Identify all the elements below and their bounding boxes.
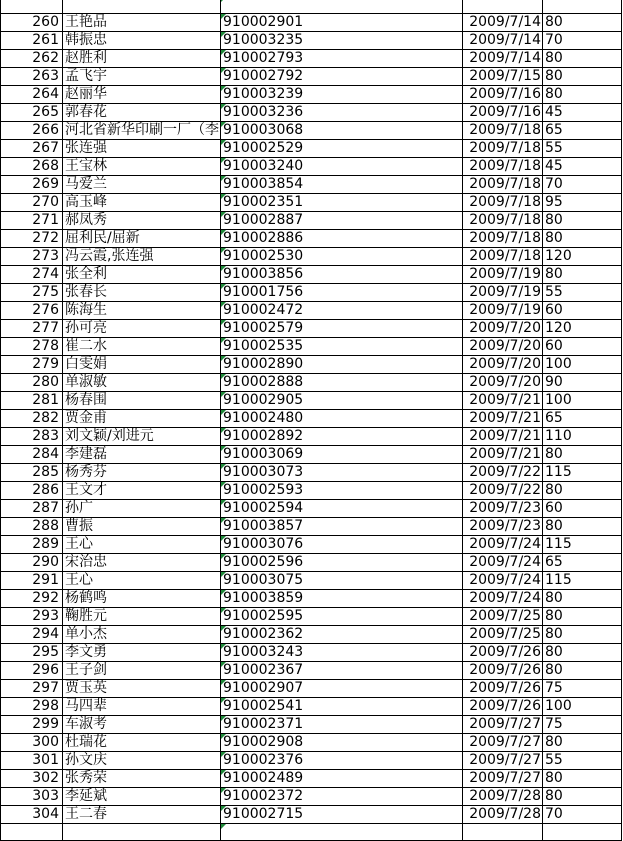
cell-name[interactable]: 孙广: [63, 500, 221, 518]
cell-row-number[interactable]: 261: [1, 32, 63, 50]
cell-row-number[interactable]: 267: [1, 140, 63, 158]
partial-row-top: [1, 0, 622, 14]
cell-amount[interactable]: 80: [543, 266, 622, 284]
cell-amount[interactable]: 80: [543, 626, 622, 644]
table-row: [1, 536, 622, 554]
cell-name[interactable]: 贾金甫: [63, 410, 221, 428]
cell-row-number[interactable]: 279: [1, 356, 63, 374]
cell-amount[interactable]: 80: [543, 608, 622, 626]
table-row: [1, 68, 622, 86]
cell-amount[interactable]: 55: [543, 284, 622, 302]
cell-amount[interactable]: 80: [543, 788, 622, 806]
cell-name[interactable]: 单淑敏: [63, 374, 221, 392]
cell-name[interactable]: 屈利民/屈新: [63, 230, 221, 248]
cell-row-number[interactable]: 270: [1, 194, 63, 212]
cell-date[interactable]: 2009/7/22: [463, 464, 543, 482]
cell-name[interactable]: 杨秀芬: [63, 464, 221, 482]
cell-code[interactable]: 910002376: [221, 752, 463, 770]
cell-amount[interactable]: 100: [543, 356, 622, 374]
cell-code[interactable]: 910002886: [221, 230, 463, 248]
cell-name[interactable]: 冯云霞,张连强: [63, 248, 221, 266]
cell-code[interactable]: 910002596: [221, 554, 463, 572]
cell-amount[interactable]: 55: [543, 752, 622, 770]
cell-code[interactable]: 910003075: [221, 572, 463, 590]
cell-date[interactable]: 2009/7/19: [463, 284, 543, 302]
cell-date[interactable]: 2009/7/26: [463, 698, 543, 716]
cell-name[interactable]: 马四辈: [63, 698, 221, 716]
table-row: [1, 158, 622, 176]
cell-amount[interactable]: 115: [543, 572, 622, 590]
cell-amount[interactable]: 75: [543, 680, 622, 698]
cell-date[interactable]: 2009/7/27: [463, 716, 543, 734]
cell-date[interactable]: 2009/7/27: [463, 770, 543, 788]
cell-date[interactable]: 2009/7/20: [463, 356, 543, 374]
cell-date[interactable]: 2009/7/21: [463, 428, 543, 446]
cell-name[interactable]: 孙可亮: [63, 320, 221, 338]
cell-date[interactable]: 2009/7/26: [463, 680, 543, 698]
cell-amount[interactable]: 90: [543, 374, 622, 392]
cell-code[interactable]: 910002489: [221, 770, 463, 788]
cell-date[interactable]: 2009/7/22: [463, 482, 543, 500]
cell-code[interactable]: 910003236: [221, 104, 463, 122]
cell-date[interactable]: 2009/7/16: [463, 86, 543, 104]
cell-name[interactable]: 王子剑: [63, 662, 221, 680]
cell-name[interactable]: 赵丽华: [63, 86, 221, 104]
cell-name[interactable]: 张秀荣: [63, 770, 221, 788]
cell-date[interactable]: 2009/7/18: [463, 140, 543, 158]
cell-date[interactable]: 2009/7/25: [463, 608, 543, 626]
cell-amount[interactable]: 80: [543, 590, 622, 608]
cell-empty[interactable]: [63, 824, 221, 841]
table-row: [1, 464, 622, 482]
cell-empty[interactable]: [221, 824, 463, 841]
cell-name[interactable]: 王艳品: [63, 14, 221, 32]
cell-amount[interactable]: 55: [543, 140, 622, 158]
cell-code[interactable]: 910003068: [221, 122, 463, 140]
cell-date[interactable]: 2009/7/18: [463, 230, 543, 248]
cell-date[interactable]: 2009/7/21: [463, 410, 543, 428]
cell-amount[interactable]: 65: [543, 410, 622, 428]
cell-amount[interactable]: 70: [543, 806, 622, 824]
cell-amount[interactable]: 110: [543, 428, 622, 446]
table-row: [1, 302, 622, 320]
cell-amount[interactable]: 80: [543, 68, 622, 86]
cell-code[interactable]: 910002594: [221, 500, 463, 518]
table-row: [1, 284, 622, 302]
table-row: [1, 482, 622, 500]
cell-empty[interactable]: [543, 0, 622, 14]
cell-row-number[interactable]: 273: [1, 248, 63, 266]
cell-row-number[interactable]: 283: [1, 428, 63, 446]
cell-name[interactable]: 郭春花: [63, 104, 221, 122]
cell-amount[interactable]: 60: [543, 338, 622, 356]
cell-amount[interactable]: 60: [543, 500, 622, 518]
cell-code[interactable]: 910003235: [221, 32, 463, 50]
table-row: [1, 680, 622, 698]
cell-code[interactable]: 910003857: [221, 518, 463, 536]
table-row: [1, 140, 622, 158]
cell-empty[interactable]: [1, 824, 63, 841]
cell-name[interactable]: 王二春: [63, 806, 221, 824]
cell-code[interactable]: 910003076: [221, 536, 463, 554]
cell-empty[interactable]: [1, 0, 63, 14]
cell-date[interactable]: 2009/7/18: [463, 122, 543, 140]
cell-row-number[interactable]: 284: [1, 446, 63, 464]
cell-name[interactable]: 车淑考: [63, 716, 221, 734]
cell-name[interactable]: 韩振忠: [63, 32, 221, 50]
table-row: [1, 734, 622, 752]
table-row: [1, 104, 622, 122]
cell-name[interactable]: 杨鹤鸣: [63, 590, 221, 608]
cell-date[interactable]: 2009/7/18: [463, 248, 543, 266]
table-row: [1, 374, 622, 392]
cell-amount[interactable]: 80: [543, 518, 622, 536]
cell-code[interactable]: 910002908: [221, 734, 463, 752]
cell-row-number[interactable]: 281: [1, 392, 63, 410]
table-row: [1, 608, 622, 626]
cell-name[interactable]: 王宝林: [63, 158, 221, 176]
cell-amount[interactable]: 80: [543, 86, 622, 104]
cell-date[interactable]: 2009/7/16: [463, 104, 543, 122]
cell-name[interactable]: 贾玉英: [63, 680, 221, 698]
cell-code[interactable]: 910002362: [221, 626, 463, 644]
cell-amount[interactable]: 100: [543, 698, 622, 716]
table-row: [1, 86, 622, 104]
table-row: [1, 320, 622, 338]
cell-row-number[interactable]: 278: [1, 338, 63, 356]
cell-row-number[interactable]: 296: [1, 662, 63, 680]
table-row: [1, 212, 622, 230]
cell-code[interactable]: 910002888: [221, 374, 463, 392]
cell-code[interactable]: 910003856: [221, 266, 463, 284]
cell-code[interactable]: 910002715: [221, 806, 463, 824]
cell-date[interactable]: 2009/7/18: [463, 176, 543, 194]
cell-code[interactable]: 910003239: [221, 86, 463, 104]
cell-date[interactable]: 2009/7/20: [463, 374, 543, 392]
cell-name[interactable]: 崔二水: [63, 338, 221, 356]
cell-code[interactable]: 910002530: [221, 248, 463, 266]
cell-name[interactable]: 鞠胜元: [63, 608, 221, 626]
cell-row-number[interactable]: 266: [1, 122, 63, 140]
cell-amount[interactable]: 120: [543, 320, 622, 338]
cell-name[interactable]: 王心: [63, 536, 221, 554]
cell-amount[interactable]: 80: [543, 50, 622, 68]
cell-date[interactable]: 2009/7/24: [463, 572, 543, 590]
cell-date[interactable]: 2009/7/20: [463, 320, 543, 338]
table-row: [1, 788, 622, 806]
cell-row-number[interactable]: 300: [1, 734, 63, 752]
cell-code[interactable]: 910002907: [221, 680, 463, 698]
cell-code[interactable]: 910002905: [221, 392, 463, 410]
cell-code[interactable]: 910003073: [221, 464, 463, 482]
cell-date[interactable]: 2009/7/24: [463, 554, 543, 572]
table-row: [1, 176, 622, 194]
table-row: [1, 50, 622, 68]
cell-amount[interactable]: 115: [543, 464, 622, 482]
cell-name[interactable]: 孙文庆: [63, 752, 221, 770]
cell-row-number[interactable]: 302: [1, 770, 63, 788]
cell-amount[interactable]: 70: [543, 32, 622, 50]
cell-code[interactable]: 910002367: [221, 662, 463, 680]
cell-row-number[interactable]: 263: [1, 68, 63, 86]
cell-code[interactable]: 910003240: [221, 158, 463, 176]
cell-date[interactable]: 2009/7/27: [463, 752, 543, 770]
cell-name[interactable]: 杜瑞花: [63, 734, 221, 752]
cell-name[interactable]: 河北省新华印刷一厂（李: [63, 122, 221, 140]
cell-amount[interactable]: 100: [543, 392, 622, 410]
cell-row-number[interactable]: 277: [1, 320, 63, 338]
cell-row-number[interactable]: 301: [1, 752, 63, 770]
cell-amount[interactable]: 80: [543, 644, 622, 662]
cell-code[interactable]: 910002351: [221, 194, 463, 212]
cell-code[interactable]: 910002595: [221, 608, 463, 626]
cell-date[interactable]: 2009/7/14: [463, 50, 543, 68]
cell-code[interactable]: 910002535: [221, 338, 463, 356]
cell-date[interactable]: 2009/7/18: [463, 212, 543, 230]
cell-amount[interactable]: 70: [543, 176, 622, 194]
table-row: [1, 572, 622, 590]
cell-date[interactable]: 2009/7/26: [463, 662, 543, 680]
cell-code[interactable]: 910002372: [221, 788, 463, 806]
cell-name[interactable]: 杨春围: [63, 392, 221, 410]
cell-date[interactable]: 2009/7/14: [463, 32, 543, 50]
table-body: [1, 0, 622, 841]
cell-row-number[interactable]: 268: [1, 158, 63, 176]
cell-row-number[interactable]: 275: [1, 284, 63, 302]
cell-code[interactable]: 910002579: [221, 320, 463, 338]
cell-date[interactable]: 2009/7/23: [463, 500, 543, 518]
cell-code[interactable]: 910002887: [221, 212, 463, 230]
cell-name[interactable]: 王文才: [63, 482, 221, 500]
cell-name[interactable]: 宋治忠: [63, 554, 221, 572]
cell-code[interactable]: 910002901: [221, 14, 463, 32]
cell-name[interactable]: 李延斌: [63, 788, 221, 806]
cell-amount[interactable]: 80: [543, 482, 622, 500]
cell-code[interactable]: 910002792: [221, 68, 463, 86]
cell-name[interactable]: 张连强: [63, 140, 221, 158]
cell-name[interactable]: 马爱兰: [63, 176, 221, 194]
table-row: [1, 14, 622, 32]
table-row: [1, 194, 622, 212]
cell-row-number[interactable]: 280: [1, 374, 63, 392]
cell-amount[interactable]: 80: [543, 734, 622, 752]
table-row: [1, 698, 622, 716]
table-row: [1, 500, 622, 518]
cell-date[interactable]: 2009/7/24: [463, 590, 543, 608]
cell-name[interactable]: 单小杰: [63, 626, 221, 644]
cell-row-number[interactable]: 288: [1, 518, 63, 536]
table-row: [1, 626, 622, 644]
cell-amount[interactable]: 95: [543, 194, 622, 212]
cell-date[interactable]: 2009/7/28: [463, 806, 543, 824]
cell-amount[interactable]: 80: [543, 212, 622, 230]
cell-name[interactable]: 张春长: [63, 284, 221, 302]
table-row: [1, 446, 622, 464]
cell-date[interactable]: 2009/7/19: [463, 266, 543, 284]
table-row: [1, 356, 622, 374]
table-row: [1, 716, 622, 734]
cell-amount[interactable]: 45: [543, 158, 622, 176]
table-row: [1, 428, 622, 446]
table-row: [1, 752, 622, 770]
cell-amount[interactable]: 80: [543, 14, 622, 32]
cell-name[interactable]: 陈海生: [63, 302, 221, 320]
table-row: [1, 644, 622, 662]
cell-name[interactable]: 高玉峰: [63, 194, 221, 212]
cell-name[interactable]: 白雯娟: [63, 356, 221, 374]
cell-code[interactable]: 910003069: [221, 446, 463, 464]
cell-row-number[interactable]: 260: [1, 14, 63, 32]
cell-row-number[interactable]: 297: [1, 680, 63, 698]
cell-name[interactable]: 曹振: [63, 518, 221, 536]
cell-amount[interactable]: 115: [543, 536, 622, 554]
cell-code[interactable]: 910002480: [221, 410, 463, 428]
cell-row-number[interactable]: 271: [1, 212, 63, 230]
cell-code[interactable]: 910002371: [221, 716, 463, 734]
cell-code[interactable]: 910002890: [221, 356, 463, 374]
cell-amount[interactable]: 65: [543, 554, 622, 572]
cell-code[interactable]: 910002793: [221, 50, 463, 68]
cell-date[interactable]: 2009/7/14: [463, 14, 543, 32]
cell-row-number[interactable]: 298: [1, 698, 63, 716]
cell-row-number[interactable]: 285: [1, 464, 63, 482]
cell-row-number[interactable]: 295: [1, 644, 63, 662]
cell-row-number[interactable]: 291: [1, 572, 63, 590]
table-row: [1, 392, 622, 410]
cell-row-number[interactable]: 276: [1, 302, 63, 320]
table-row: [1, 806, 622, 824]
cell-amount[interactable]: 65: [543, 122, 622, 140]
cell-date[interactable]: 2009/7/21: [463, 392, 543, 410]
table-row: [1, 770, 622, 788]
cell-name[interactable]: 王心: [63, 572, 221, 590]
partial-row-bottom: [1, 824, 622, 841]
cell-row-number[interactable]: 292: [1, 590, 63, 608]
cell-code[interactable]: 910002472: [221, 302, 463, 320]
cell-amount[interactable]: 80: [543, 662, 622, 680]
table-row: [1, 32, 622, 50]
cell-code[interactable]: 910002892: [221, 428, 463, 446]
cell-name[interactable]: 刘文颖/刘进元: [63, 428, 221, 446]
table-row: [1, 230, 622, 248]
cell-row-number[interactable]: 289: [1, 536, 63, 554]
cell-row-number[interactable]: 287: [1, 500, 63, 518]
cell-name[interactable]: 郝凤秀: [63, 212, 221, 230]
cell-date[interactable]: 2009/7/18: [463, 158, 543, 176]
cell-row-number[interactable]: 269: [1, 176, 63, 194]
cell-row-number[interactable]: 274: [1, 266, 63, 284]
cell-row-number[interactable]: 286: [1, 482, 63, 500]
cell-date[interactable]: 2009/7/19: [463, 302, 543, 320]
cell-date[interactable]: 2009/7/25: [463, 626, 543, 644]
cell-row-number[interactable]: 304: [1, 806, 63, 824]
cell-date[interactable]: 2009/7/20: [463, 338, 543, 356]
cell-amount[interactable]: 45: [543, 104, 622, 122]
cell-date[interactable]: 2009/7/15: [463, 68, 543, 86]
cell-row-number[interactable]: 282: [1, 410, 63, 428]
cell-row-number[interactable]: 299: [1, 716, 63, 734]
cell-empty[interactable]: [63, 0, 221, 14]
cell-amount[interactable]: 120: [543, 248, 622, 266]
cell-empty[interactable]: [463, 824, 543, 841]
cell-empty[interactable]: [543, 824, 622, 841]
cell-name[interactable]: 李文勇: [63, 644, 221, 662]
cell-row-number[interactable]: 293: [1, 608, 63, 626]
cell-empty[interactable]: [221, 0, 463, 14]
cell-amount[interactable]: 80: [543, 770, 622, 788]
cell-amount[interactable]: 60: [543, 302, 622, 320]
table-row: [1, 518, 622, 536]
cell-row-number[interactable]: 294: [1, 626, 63, 644]
table-row: [1, 248, 622, 266]
cell-code[interactable]: 910003854: [221, 176, 463, 194]
cell-code[interactable]: 910002541: [221, 698, 463, 716]
cell-code[interactable]: 910002593: [221, 482, 463, 500]
cell-amount[interactable]: 80: [543, 446, 622, 464]
cell-code[interactable]: 910003243: [221, 644, 463, 662]
cell-row-number[interactable]: 272: [1, 230, 63, 248]
cell-empty[interactable]: [463, 0, 543, 14]
cell-name[interactable]: 李建磊: [63, 446, 221, 464]
cell-row-number[interactable]: 303: [1, 788, 63, 806]
cell-date[interactable]: 2009/7/26: [463, 644, 543, 662]
cell-code[interactable]: 910003859: [221, 590, 463, 608]
cell-row-number[interactable]: 264: [1, 86, 63, 104]
cell-name[interactable]: 赵胜利: [63, 50, 221, 68]
cell-code[interactable]: 910001756: [221, 284, 463, 302]
cell-amount[interactable]: 80: [543, 230, 622, 248]
cell-row-number[interactable]: 262: [1, 50, 63, 68]
cell-row-number[interactable]: 265: [1, 104, 63, 122]
table-row: [1, 662, 622, 680]
table-row: [1, 338, 622, 356]
table-row: [1, 410, 622, 428]
cell-date[interactable]: 2009/7/18: [463, 194, 543, 212]
cell-date[interactable]: 2009/7/28: [463, 788, 543, 806]
cell-code[interactable]: 910002529: [221, 140, 463, 158]
cell-name[interactable]: 孟飞宇: [63, 68, 221, 86]
cell-amount[interactable]: 75: [543, 716, 622, 734]
cell-date[interactable]: 2009/7/24: [463, 536, 543, 554]
table-row: [1, 266, 622, 284]
cell-date[interactable]: 2009/7/21: [463, 446, 543, 464]
cell-row-number[interactable]: 290: [1, 554, 63, 572]
cell-date[interactable]: 2009/7/23: [463, 518, 543, 536]
cell-name[interactable]: 张全利: [63, 266, 221, 284]
table-row: [1, 122, 622, 140]
table-row: [1, 554, 622, 572]
table-row: [1, 590, 622, 608]
cell-date[interactable]: 2009/7/27: [463, 734, 543, 752]
